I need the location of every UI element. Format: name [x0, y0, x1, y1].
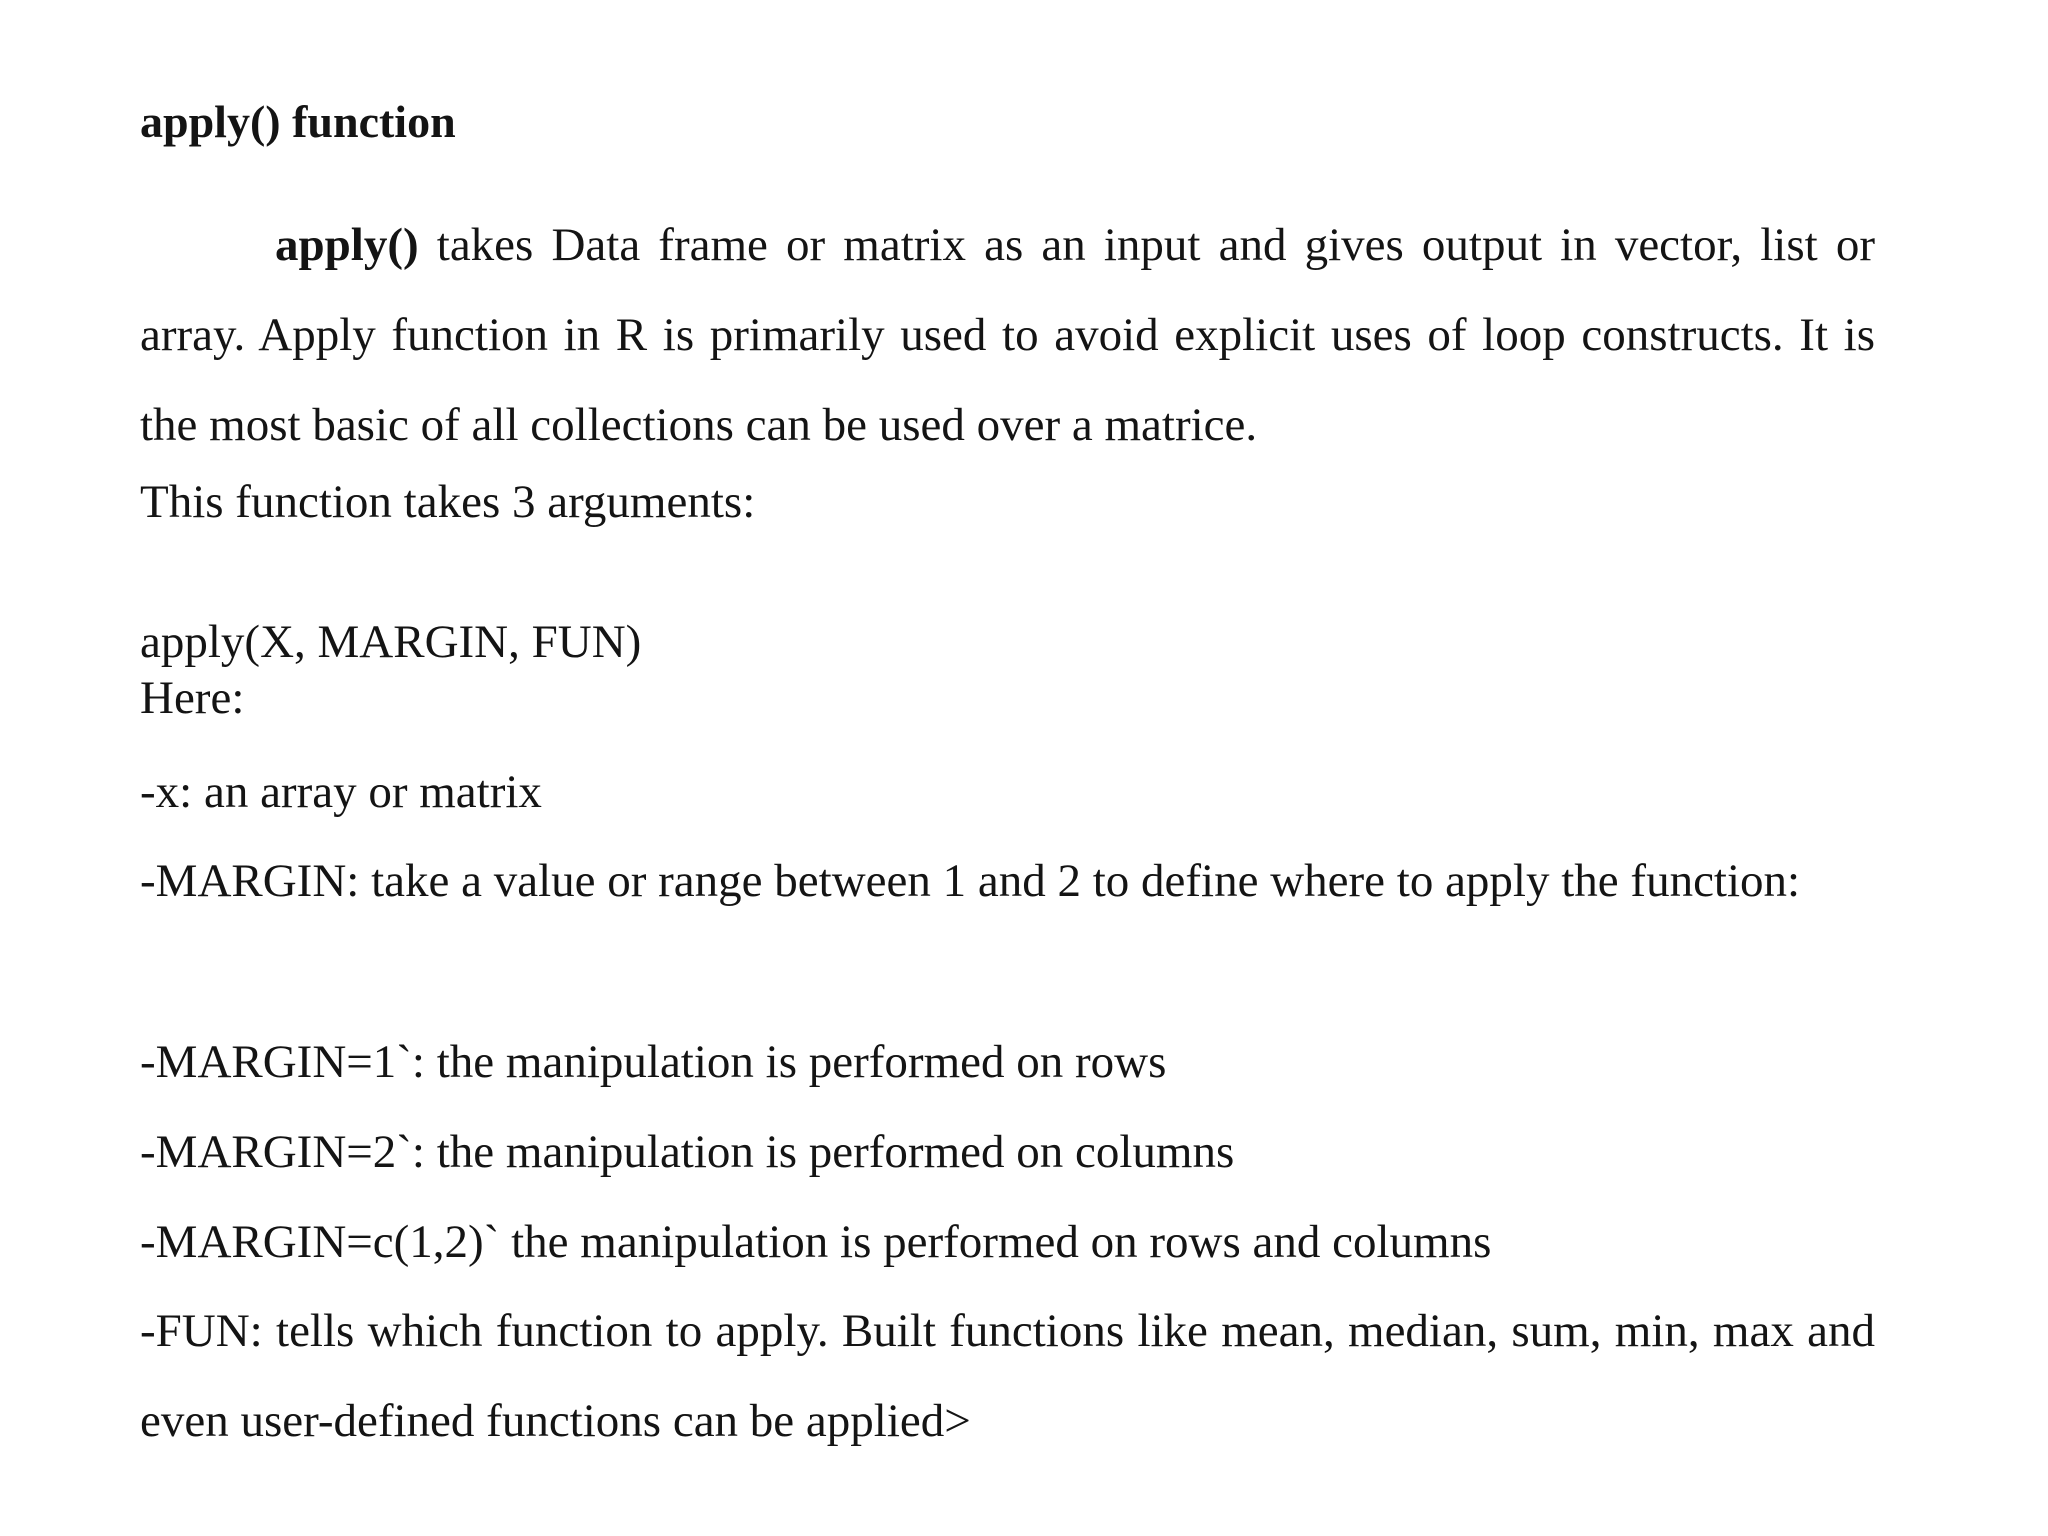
margin-option-both: -MARGIN=c(1,2)` the manipulation is performed on rows and columns — [140, 1216, 1492, 1268]
section-heading: apply() function — [140, 96, 456, 147]
intro-lead-bold: apply() — [275, 219, 419, 271]
argument-x: -x: an array or matrix — [140, 766, 542, 818]
here-label: Here: — [140, 672, 245, 724]
argument-margin: -MARGIN: take a value or range between 1 and 2 to define where to apply the function: — [140, 855, 1801, 907]
margin-option-columns: -MARGIN=2`: the manipulation is performed on columns — [140, 1126, 1235, 1178]
margin-option-rows: -MARGIN=1`: the manipulation is performed on rows — [140, 1036, 1167, 1088]
intro-paragraph — [140, 200, 1875, 470]
intro-text: takes Data frame or matrix as an input and gives output in vector, list or array. Apply function in R is primarily used to avoid explicit uses of loop constructs. It is the most basic of all collections can be used over a matrice. — [140, 219, 1875, 451]
syntax-line: apply(X, MARGIN, FUN) — [140, 616, 642, 668]
arguments-intro-line: This function takes 3 arguments: — [140, 476, 756, 528]
document-page — [140, 0, 1880, 1536]
argument-fun: -FUN: tells which function to apply. Built functions like mean, median, sum, min, max and even user-defined functions can be applied> — [140, 1305, 1875, 1447]
